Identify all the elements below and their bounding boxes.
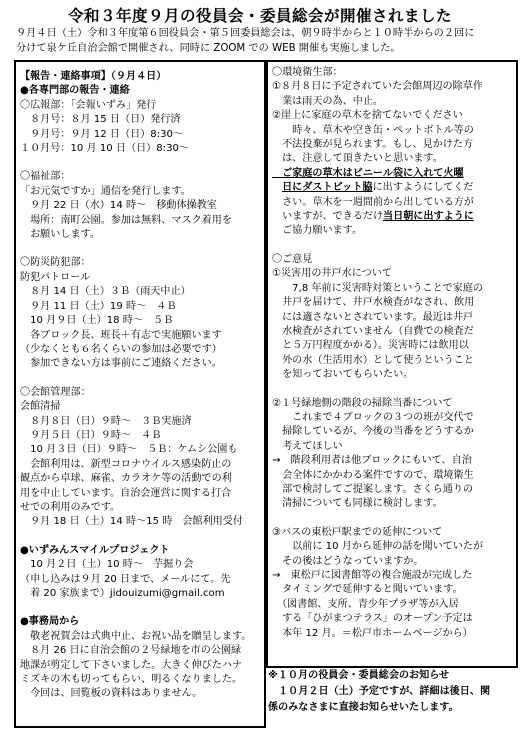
line-suffix: に出すようにしてくだ: [372, 182, 474, 194]
right-column: [272, 66, 516, 641]
emphasis-text: 日にダストピット脇: [282, 182, 373, 194]
left-column-line: 各ブロック長、班長＋有志で実施願います: [20, 329, 222, 341]
right-column-line: する「ひがまつテラス」のオープン予定は: [272, 613, 473, 625]
right-column-line: には適さないとされています。最近は井戸: [272, 311, 474, 323]
left-column-line: ●事務局から: [20, 616, 80, 628]
left-column-line: 地課が剪定して下さいました。大きく伸びたハナ: [20, 659, 243, 671]
left-column-line: 10 月３日（日）９時～ ５Ｂ：ケムシ公園も: [20, 444, 238, 456]
left-column-line: ●各専門部の報告・連絡: [20, 85, 130, 97]
footer-line: 係のみなさまに直接お知らせいたします。: [268, 702, 459, 713]
left-column-line: ８月 14 日（土）３Ｂ（雨天中止）: [20, 286, 191, 298]
right-column-line: ご協力願います。: [272, 225, 363, 237]
right-column-line: ②１号緑地側の階段の掃除当番について: [272, 397, 453, 409]
footer-line: １０月２日（土）予定ですが、詳細は後日、関: [268, 686, 491, 697]
right-column-line: 部で検討してご提案します。さくら通りの: [272, 483, 474, 495]
right-column-line: 時々、草木や空き缶・ペットボトル等の: [272, 124, 474, 136]
left-column-line: 〇会館管理部：: [20, 386, 91, 398]
left-column-line: 場所：南町公園。参加は無料、マスク着用を: [20, 214, 232, 226]
right-column-line: 会全体にかかわる案件ですので、環境衛生: [272, 469, 474, 481]
right-column-line: ①８月８日に予定されていた会館周辺の除草作: [272, 81, 483, 93]
right-column-line: 外の水（生活用水）として使うということ: [272, 354, 474, 366]
right-column-line: [272, 181, 516, 195]
left-column-line: お願いします。: [20, 229, 100, 241]
left-column-line: 〇福祉部：: [20, 171, 71, 183]
left-column-line: ８月８日（日）９時～ ３Ｂ実施済: [20, 415, 192, 427]
right-column-line: 清掃についても同様に検討します。: [272, 498, 443, 510]
right-column-line: 井戸を届けて、井戸水検査がなされ、飲用: [272, 297, 475, 309]
right-column-line: ②崖上に家庭の草木を捨てないでください: [272, 110, 463, 122]
left-column-line: 敬老祝賀会は式典中止、お祝い品を贈呈します。: [20, 630, 252, 642]
emphasis-text: 当日朝に出すように: [383, 211, 474, 223]
left-column-line: ミズキの木も切ってもらい、明るくなりました。: [20, 674, 243, 686]
right-column-line: 業は雨天の為、中止。: [272, 95, 384, 107]
left-column-line: ９月 22 日（水）14 時～ 移動体操教室: [20, 200, 217, 212]
line-prefix: いますが、できるだけ: [272, 211, 384, 223]
left-column-line: 会館利用は、新型コロナウイルス感染防止の: [20, 458, 232, 470]
right-column-line: ③バスの東松戸駅までの延伸について: [272, 526, 443, 538]
right-column-line: これまで４ブロックの３つの班が交代で: [272, 411, 474, 423]
right-column-line: → 階段利用者は他ブロックにもいて、自治: [272, 455, 472, 467]
right-column-line: 〇ご意見: [272, 253, 313, 265]
right-column-line: 考えてほしい: [272, 440, 343, 452]
left-column-line: ９月 11 日（土）19 時～ ４Ｂ: [20, 300, 177, 312]
left-column: [20, 70, 264, 702]
right-column-line: 以前に 10 月から延伸の話を聞いていたが: [272, 541, 484, 553]
right-column-line: 〇環境衛生部：: [272, 67, 343, 78]
intro-text: [16, 26, 512, 56]
left-column-line: 観点から卓球、麻雀、カラオケ等の活動での利: [20, 473, 232, 485]
left-column-line: ８月号：８月 15 日（日）発行済: [20, 114, 181, 126]
right-column-line: さい。草木を一週間前から出している方が: [272, 196, 474, 208]
right-column-line: ①災害用の井戸水について: [272, 268, 392, 280]
left-column-line: 10 月２日（土）10 時～ 芋掘り会: [20, 559, 194, 571]
left-column-line: （少なくとも６名くらいの参加は必要です）: [20, 343, 222, 355]
right-column-line: 掃除しているが、今後の当番をどうするか: [272, 426, 474, 438]
left-column-line: 防犯パトロール: [20, 271, 91, 283]
right-column-line: 本年 12 月。＝松戸市ホームページから）: [272, 627, 473, 639]
left-column-line: 今回は、回覧板の資料はありません。: [20, 688, 203, 700]
right-column-line: その後はどうなっていますか。: [272, 555, 424, 567]
left-column-line: ９月号：９月 12 日（日）8:30～: [20, 128, 184, 140]
left-column-line: 用を中止しています。自治会運営に関する打合: [20, 487, 232, 499]
left-column-line: ９月 18 日（土）14 時～15 時 会館利用受付: [20, 516, 243, 528]
left-column-line: 〇防災防犯部：: [20, 257, 91, 269]
right-column-line: を知っておいてもらいたい。: [272, 369, 414, 381]
right-column-line: [272, 210, 516, 224]
right-column-line: → 東松戸に図書館等の複合施設が完成した: [272, 570, 473, 581]
footer-line: ※１０月の役員会・委員総会のお知らせ: [268, 670, 450, 681]
left-column-line: 会館清掃: [20, 401, 61, 413]
right-column-line: 不法投棄が見られます。もし、見かけた方: [272, 139, 474, 151]
page-title: 令和３年度９月の役員会・委員総会が開催されました: [67, 7, 452, 25]
left-column-line: 〇広報部：「会報いずみ」発行: [20, 99, 157, 111]
left-column-line: せでの利用のみです。: [20, 501, 121, 513]
right-column-line: は、注意して頂きたいと思います。: [272, 153, 443, 165]
right-column-line: タイミングで延伸すると聞いています。: [272, 584, 463, 596]
left-column-line: ９月５日（日）９時～ ４Ｂ: [20, 429, 162, 441]
right-column-line: 水検査がされていません（自費での検査だ: [272, 325, 474, 337]
left-column-line: ８月 26 日に自治会館の２号緑地を市の公園緑: [20, 645, 242, 657]
left-column-line: ●いずみんスマイルプロジェクト: [20, 544, 170, 556]
footer-notice: [268, 668, 518, 716]
left-column-line: 【報告・連絡事項】（９月４日）: [20, 71, 167, 82]
left-column-line: 参加できない方は事前にご連絡ください。: [20, 358, 222, 370]
left-column-line: 「お元気ですか」通信を発行します。: [20, 185, 191, 197]
left-column-line: 10 月９日（土）18 時～ ５Ｂ: [20, 315, 174, 327]
right-column-line: と５万円程度かかる）。災害時には飲用以: [272, 340, 469, 352]
left-column-line: 着 20 家族まで）jidouizumi@gmail.com: [20, 588, 225, 599]
intro-line: ９月４日（土）令和３年度第６回役員会・第５回委員総会は、朝９時半からと１０時半からの２回に: [16, 28, 475, 39]
left-column-line: １０月号：10 月 10 日（日）8:30～: [20, 143, 190, 155]
right-column-line: 7,8 年前に災害時対策ということで家庭の: [272, 282, 484, 294]
right-column-line: （図書館、支所、青少年プラザ等が入居: [272, 598, 459, 610]
right-column-line: ご家庭の草木はビニール袋に入れて火曜: [272, 167, 464, 179]
intro-line: 分けて泉ケ丘自治会館で開催され、同時に ZOOM での WEB 開催も実施しました。: [16, 43, 401, 54]
left-column-line: （申し込みは９月 20 日まで、メールにて。先: [20, 573, 231, 585]
